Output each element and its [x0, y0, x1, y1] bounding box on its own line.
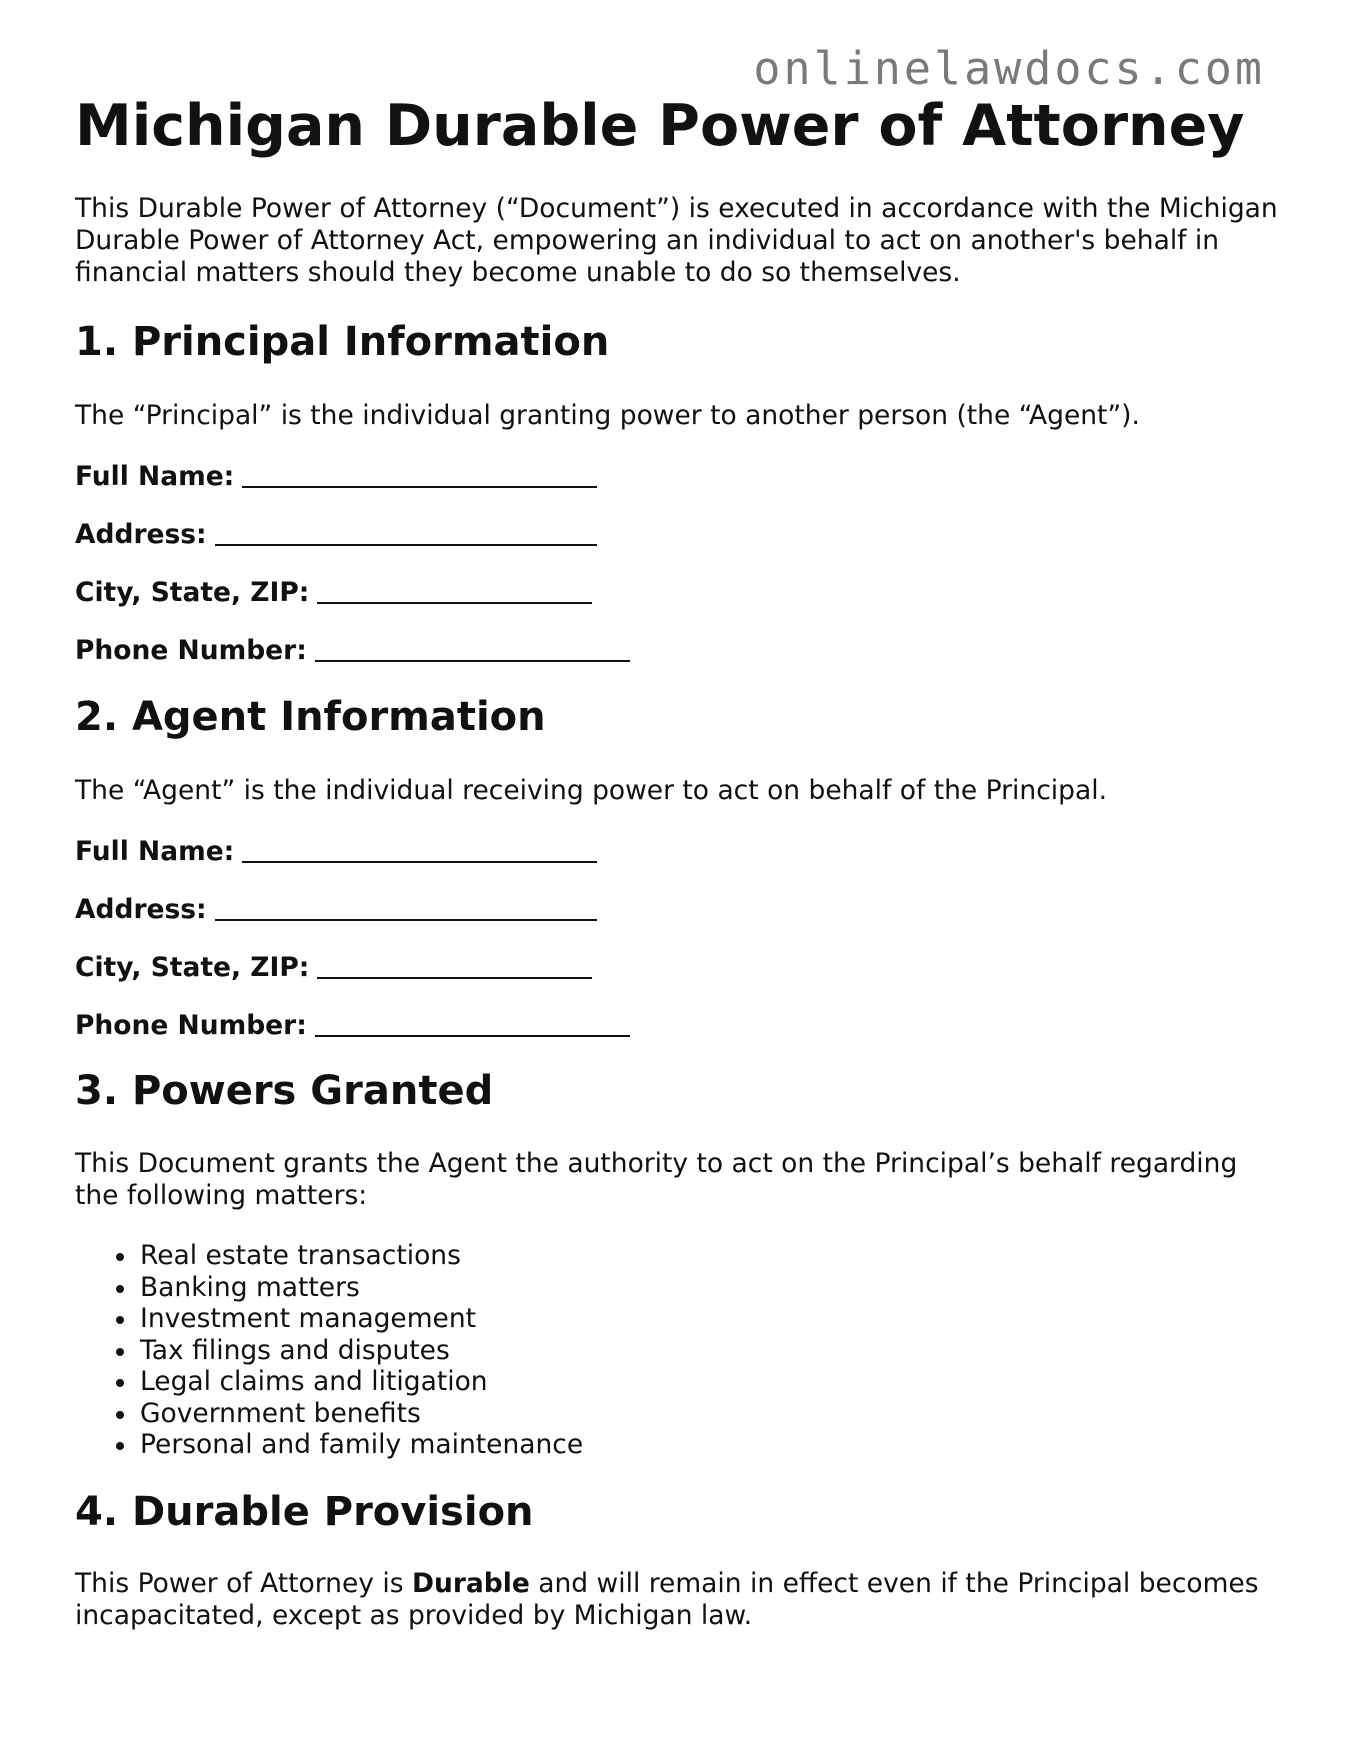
agent-city-state-zip-field[interactable]: [75, 948, 592, 984]
principal-phone-field[interactable]: [75, 631, 630, 667]
field-label: Phone Number:: [75, 1010, 307, 1041]
list-item: Legal claims and litigation: [140, 1366, 583, 1398]
intro-paragraph: This Durable Power of Attorney (“Document”) is executed in accordance with the Michigan Durable Power of Attorney Act, empowering an individual to act on another's behalf in financial matters should they become unable to do so themselves.: [75, 193, 1278, 288]
principal-phone-blank[interactable]: [315, 634, 630, 662]
agent-full-name-field[interactable]: [75, 832, 597, 868]
principal-full-name-field[interactable]: [75, 457, 597, 493]
agent-full-name-blank[interactable]: [242, 835, 597, 863]
principal-city-state-zip-blank[interactable]: [317, 576, 592, 604]
principal-address-blank[interactable]: [215, 518, 597, 546]
powers-list: [75, 1240, 583, 1461]
watermark-logo: onlinelawdocs.com: [753, 42, 1265, 95]
list-item: Investment management: [140, 1303, 583, 1335]
section-heading-powers: 3. Powers Granted: [75, 1068, 494, 1114]
field-label: Address:: [75, 894, 207, 925]
principal-full-name-blank[interactable]: [242, 460, 597, 488]
list-item: Government benefits: [140, 1398, 583, 1430]
durable-text-before: This Power of Attorney is: [75, 1568, 404, 1599]
section-heading-principal: 1. Principal Information: [75, 319, 610, 365]
powers-description: This Document grants the Agent the authority to act on the Principal’s behalf regarding the following matters:: [75, 1148, 1238, 1211]
list-item: Tax filings and disputes: [140, 1335, 583, 1367]
principal-description: The “Principal” is the individual granting power to another person (the “Agent”).: [75, 400, 1140, 431]
agent-phone-field[interactable]: [75, 1006, 630, 1042]
durable-text-after: and will remain in effect even if the Principal becomes incapacitated, except as provided by Michigan law.: [75, 1568, 1259, 1631]
agent-city-state-zip-blank[interactable]: [317, 951, 592, 979]
agent-description: The “Agent” is the individual receiving power to act on behalf of the Principal.: [75, 775, 1107, 806]
agent-address-field[interactable]: [75, 890, 597, 926]
document-title: Michigan Durable Power of Attorney: [75, 93, 1245, 159]
durable-emphasis: Durable: [411, 1568, 530, 1599]
field-label: City, State, ZIP:: [75, 577, 310, 608]
field-label: City, State, ZIP:: [75, 952, 310, 983]
principal-address-field[interactable]: [75, 515, 597, 551]
field-label: Full Name:: [75, 461, 235, 492]
section-heading-durable: 4. Durable Provision: [75, 1489, 534, 1535]
agent-address-blank[interactable]: [215, 893, 597, 921]
field-label: Address:: [75, 519, 207, 550]
durable-paragraph: [75, 1568, 1285, 1632]
field-label: Phone Number:: [75, 635, 307, 666]
list-item: Banking matters: [140, 1272, 583, 1304]
agent-phone-blank[interactable]: [315, 1009, 630, 1037]
section-heading-agent: 2. Agent Information: [75, 694, 546, 740]
list-item: Real estate transactions: [140, 1240, 583, 1272]
field-label: Full Name:: [75, 836, 235, 867]
principal-city-state-zip-field[interactable]: [75, 573, 592, 609]
list-item: Personal and family maintenance: [140, 1429, 584, 1460]
